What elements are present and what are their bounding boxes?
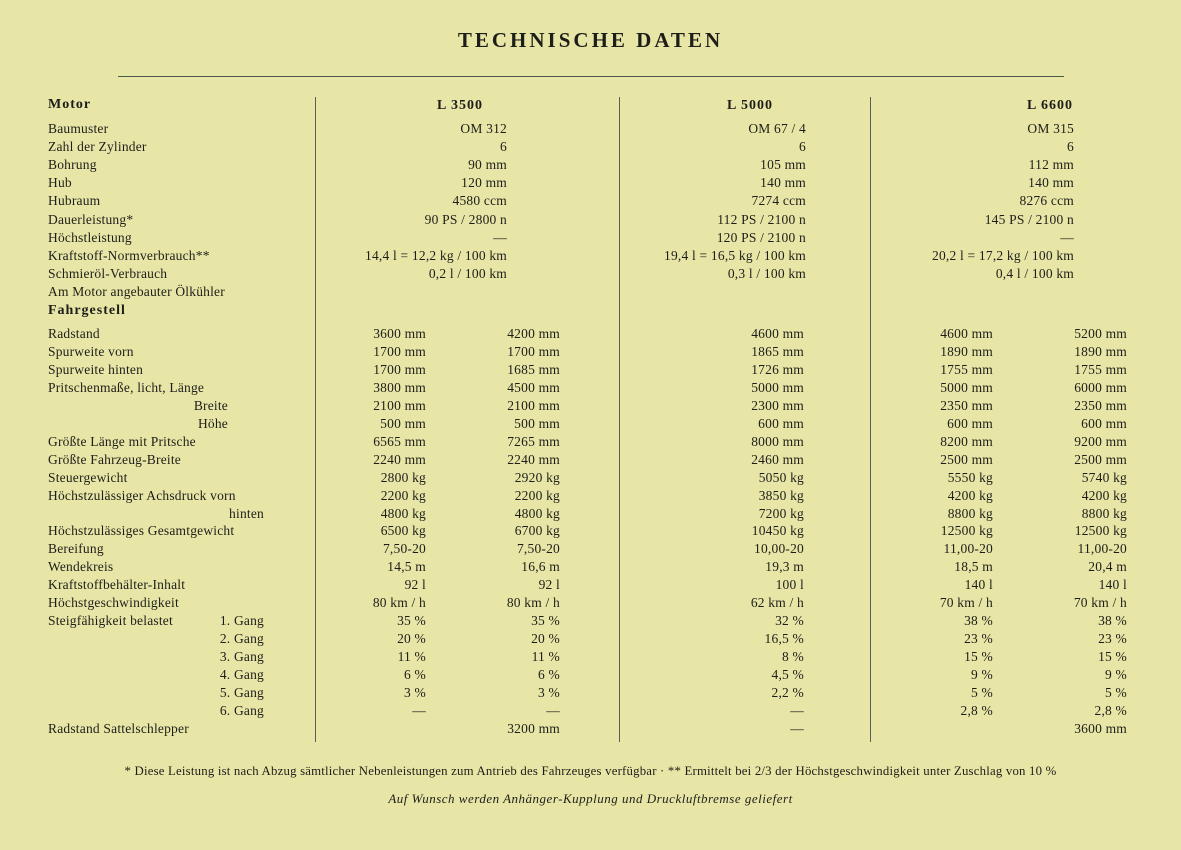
chassis-value-cell: 4600 mm: [940, 326, 993, 341]
chassis-value-cell: 5000 mm: [940, 380, 993, 395]
motor-row-label: Schmieröl-Verbrauch: [48, 266, 168, 281]
chassis-value-cell: 8200 mm: [940, 434, 993, 449]
chassis-value-cell: 4200 kg: [947, 488, 993, 503]
chassis-value-cell: 3600 mm: [373, 326, 426, 341]
chassis-value-cell: 4200 kg: [1081, 488, 1127, 503]
chassis-value-cell: 23 %: [964, 631, 993, 646]
chassis-row-label: hinten: [229, 506, 264, 521]
chassis-row-label: Steuergewicht: [48, 470, 128, 485]
motor-value-cell: —: [493, 230, 507, 245]
chassis-value-cell: 6565 mm: [373, 434, 426, 449]
chassis-value-cell: 35 %: [397, 613, 426, 628]
chassis-value-cell: 9 %: [971, 667, 993, 682]
model-header-l6600: L 6600: [1026, 98, 1074, 113]
chassis-value-cell: 500 mm: [514, 416, 560, 431]
motor-row-label: Baumuster: [48, 121, 109, 136]
title-rule: [118, 76, 1064, 77]
motor-value-cell: 4580 ccm: [452, 193, 507, 208]
chassis-value-cell: 8800 kg: [1081, 506, 1127, 521]
chassis-value-cell: 5740 kg: [1081, 470, 1127, 485]
chassis-value-cell: 6000 mm: [1074, 380, 1127, 395]
chassis-row-label: Kraftstoffbehälter-Inhalt: [48, 577, 186, 592]
chassis-value-cell: 19,3 m: [765, 559, 804, 574]
chassis-value-cell: 5200 mm: [1074, 326, 1127, 341]
chassis-value-cell: 20 %: [397, 631, 426, 646]
chassis-value-cell: 11 %: [531, 649, 560, 664]
chassis-value-cell: 2240 mm: [373, 452, 426, 467]
chassis-value-cell: 2500 mm: [940, 452, 993, 467]
motor-row-label: Bohrung: [48, 157, 97, 172]
chassis-value-cell: 12500 kg: [1074, 523, 1127, 538]
chassis-value-cell: 5050 kg: [758, 470, 804, 485]
chassis-value-cell: 1700 mm: [507, 344, 560, 359]
chassis-value-cell: 2350 mm: [1074, 398, 1127, 413]
motor-value-cell: OM 312: [460, 121, 507, 136]
chassis-value-cell: 16,5 %: [764, 631, 804, 646]
chassis-value-cell: 23 %: [1098, 631, 1127, 646]
chassis-value-cell: 1726 mm: [751, 362, 804, 377]
chassis-value-cell: 5 %: [1105, 685, 1127, 700]
motor-value-cell: 105 mm: [760, 157, 806, 172]
chassis-value-cell: 3 %: [538, 685, 560, 700]
motor-value-cell: 20,2 l = 17,2 kg / 100 km: [932, 248, 1074, 263]
motor-value-cell: 120 PS / 2100 n: [716, 230, 806, 245]
chassis-row-label: Radstand Sattelschlepper: [48, 721, 189, 736]
chassis-value-cell: 15 %: [1098, 649, 1127, 664]
chassis-value-cell: —: [790, 721, 804, 736]
chassis-value-cell: 140 l: [964, 577, 993, 592]
chassis-value-cell: 38 %: [1098, 613, 1127, 628]
motor-row-label: Am Motor angebauter Ölkühler: [48, 284, 225, 299]
chassis-value-cell: 9 %: [1105, 667, 1127, 682]
chassis-value-cell: 7,50-20: [516, 541, 560, 556]
chassis-row-label: Bereifung: [48, 541, 104, 556]
chassis-value-cell: 3200 mm: [507, 721, 560, 736]
chassis-value-cell: 140 l: [1098, 577, 1127, 592]
chassis-row-label: Wendekreis: [48, 559, 114, 574]
chassis-value-cell: 11,00-20: [1077, 541, 1127, 556]
motor-value-cell: 112 mm: [1028, 157, 1074, 172]
chassis-value-cell: 4800 kg: [380, 506, 426, 521]
motor-value-cell: 0,2 l / 100 km: [428, 266, 507, 281]
chassis-value-cell: 2350 mm: [940, 398, 993, 413]
chassis-value-cell: 18,5 m: [954, 559, 993, 574]
chassis-value-cell: 7265 mm: [507, 434, 560, 449]
chassis-value-cell: 500 mm: [380, 416, 426, 431]
page-title: TECHNISCHE DATEN: [457, 28, 724, 52]
chassis-value-cell: 70 km / h: [1073, 595, 1127, 610]
chassis-value-cell: 7,50-20: [382, 541, 426, 556]
chassis-row-label: Größte Fahrzeug-Breite: [48, 452, 181, 467]
chassis-value-cell: 2200 kg: [380, 488, 426, 503]
chassis-row-label: Spurweite vorn: [48, 344, 134, 359]
chassis-value-cell: 4500 mm: [507, 380, 560, 395]
chassis-value-cell: 8800 kg: [947, 506, 993, 521]
motor-value-cell: 14,4 l = 12,2 kg / 100 km: [365, 248, 507, 263]
chassis-value-cell: 1700 mm: [373, 344, 426, 359]
chassis-value-cell: 600 mm: [1081, 416, 1127, 431]
motor-value-cell: 140 mm: [760, 175, 806, 190]
chassis-value-cell: 4600 mm: [751, 326, 804, 341]
motor-row-label: Hubraum: [48, 193, 101, 208]
chassis-value-cell: 80 km / h: [372, 595, 426, 610]
motor-value-cell: 7274 ccm: [751, 193, 806, 208]
motor-value-cell: 0,3 l / 100 km: [727, 266, 806, 281]
section-heading-motor: Motor: [48, 97, 92, 112]
chassis-value-cell: 20 %: [531, 631, 560, 646]
chassis-value-cell: 2920 kg: [514, 470, 560, 485]
motor-row-label: Höchstleistung: [48, 230, 132, 245]
motor-value-cell: OM 315: [1027, 121, 1074, 136]
chassis-value-cell: 600 mm: [758, 416, 804, 431]
chassis-value-cell: 7200 kg: [758, 506, 804, 521]
gear-label: 2. Gang: [219, 631, 264, 646]
chassis-value-cell: 2460 mm: [751, 452, 804, 467]
chassis-value-cell: 12500 kg: [940, 523, 993, 538]
chassis-value-cell: 62 km / h: [750, 595, 804, 610]
chassis-value-cell: 16,6 m: [521, 559, 560, 574]
chassis-value-cell: 92 l: [404, 577, 426, 592]
model-header-l5000: L 5000: [726, 98, 774, 113]
chassis-value-cell: 10450 kg: [751, 523, 804, 538]
chassis-row-label: Pritschenmaße, licht, Länge: [48, 380, 205, 395]
chassis-value-cell: 2800 kg: [380, 470, 426, 485]
chassis-value-cell: 3600 mm: [1074, 721, 1127, 736]
chassis-value-cell: 2500 mm: [1074, 452, 1127, 467]
chassis-value-cell: 2240 mm: [507, 452, 560, 467]
motor-value-cell: 19,4 l = 16,5 kg / 100 km: [664, 248, 806, 263]
chassis-row-label: Größte Länge mit Pritsche: [48, 434, 196, 449]
chassis-value-cell: 10,00-20: [754, 541, 804, 556]
chassis-value-cell: 1890 mm: [940, 344, 993, 359]
chassis-value-cell: 4,5 %: [771, 667, 804, 682]
motor-row-label: Kraftstoff-Normverbrauch**: [48, 248, 210, 263]
chassis-value-cell: 1890 mm: [1074, 344, 1127, 359]
motor-value-cell: 140 mm: [1028, 175, 1074, 190]
gear-label: 6. Gang: [219, 703, 264, 718]
chassis-row-label: Radstand: [48, 326, 100, 341]
chassis-value-cell: 5 %: [971, 685, 993, 700]
gear-label: 4. Gang: [219, 667, 264, 682]
chassis-value-cell: —: [412, 703, 426, 718]
chassis-value-cell: 32 %: [775, 613, 804, 628]
motor-value-cell: 112 PS / 2100 n: [717, 212, 806, 227]
chassis-row-label: Höchstgeschwindigkeit: [48, 595, 179, 610]
motor-value-cell: 90 mm: [468, 157, 507, 172]
chassis-value-cell: 2200 kg: [514, 488, 560, 503]
chassis-value-cell: 2,8 %: [1094, 703, 1127, 718]
chassis-value-cell: 1755 mm: [940, 362, 993, 377]
chassis-row-label: Höchstzulässiger Achsdruck vorn: [48, 488, 236, 503]
optional-equipment-note: Auf Wunsch werden Anhänger-Kupplung und Druckluftbremse geliefert: [388, 791, 793, 806]
chassis-value-cell: 100 l: [775, 577, 804, 592]
chassis-value-cell: 6500 kg: [380, 523, 426, 538]
chassis-value-cell: 11 %: [397, 649, 426, 664]
gear-label: 5. Gang: [219, 685, 264, 700]
chassis-value-cell: 1865 mm: [751, 344, 804, 359]
chassis-value-cell: 4200 mm: [507, 326, 560, 341]
chassis-value-cell: 14,5 m: [387, 559, 426, 574]
chassis-value-cell: 2100 mm: [373, 398, 426, 413]
motor-value-cell: 6: [500, 139, 507, 154]
chassis-value-cell: 80 km / h: [506, 595, 560, 610]
chassis-value-cell: 8 %: [782, 649, 804, 664]
motor-row-label: Hub: [48, 175, 72, 190]
chassis-row-label: Steigfähigkeit belastet: [48, 613, 173, 628]
chassis-value-cell: —: [546, 703, 560, 718]
chassis-row-label: Breite: [193, 398, 228, 413]
chassis-value-cell: 3800 mm: [373, 380, 426, 395]
motor-value-cell: 120 mm: [461, 175, 507, 190]
chassis-value-cell: 1700 mm: [373, 362, 426, 377]
chassis-row-label: Spurweite hinten: [48, 362, 144, 377]
chassis-value-cell: 5000 mm: [751, 380, 804, 395]
motor-row-label: Dauerleistung*: [48, 212, 134, 227]
chassis-value-cell: 11,00-20: [943, 541, 993, 556]
chassis-value-cell: 6 %: [404, 667, 426, 682]
chassis-value-cell: 20,4 m: [1088, 559, 1127, 574]
chassis-value-cell: 1685 mm: [507, 362, 560, 377]
chassis-row-label: Höchstzulässiges Gesamtgewicht: [48, 523, 235, 538]
chassis-value-cell: 1755 mm: [1074, 362, 1127, 377]
chassis-value-cell: 3 %: [404, 685, 426, 700]
chassis-value-cell: 6 %: [538, 667, 560, 682]
model-header-l3500: L 3500: [436, 98, 484, 113]
motor-value-cell: 8276 ccm: [1019, 193, 1074, 208]
chassis-value-cell: 4800 kg: [514, 506, 560, 521]
chassis-value-cell: 2,8 %: [960, 703, 993, 718]
chassis-value-cell: 3850 kg: [758, 488, 804, 503]
gear-label: 1. Gang: [219, 613, 264, 628]
chassis-value-cell: 9200 mm: [1074, 434, 1127, 449]
motor-value-cell: 6: [1067, 139, 1074, 154]
motor-value-cell: —: [1060, 230, 1074, 245]
gear-label: 3. Gang: [219, 649, 264, 664]
motor-value-cell: OM 67 / 4: [748, 121, 806, 136]
section-heading-fahrgestell: Fahrgestell: [48, 303, 126, 318]
chassis-value-cell: 5550 kg: [947, 470, 993, 485]
footnote: * Diese Leistung ist nach Abzug sämtlicher Nebenleistungen zum Antrieb des Fahrzeuges verfügbar · ** Ermittelt bei 2/3 der Höchstgeschwindigkeit unter Zuschlag von 10 %: [124, 764, 1057, 778]
chassis-value-cell: —: [790, 703, 804, 718]
chassis-value-cell: 8000 mm: [751, 434, 804, 449]
motor-value-cell: 90 PS / 2800 n: [424, 212, 507, 227]
chassis-value-cell: 600 mm: [947, 416, 993, 431]
chassis-value-cell: 2300 mm: [751, 398, 804, 413]
chassis-value-cell: 15 %: [964, 649, 993, 664]
motor-value-cell: 0,4 l / 100 km: [995, 266, 1074, 281]
chassis-value-cell: 38 %: [964, 613, 993, 628]
chassis-value-cell: 2,2 %: [771, 685, 804, 700]
chassis-value-cell: 6700 kg: [514, 523, 560, 538]
motor-value-cell: 145 PS / 2100 n: [984, 212, 1074, 227]
chassis-value-cell: 2100 mm: [507, 398, 560, 413]
chassis-value-cell: 35 %: [531, 613, 560, 628]
chassis-row-label: Höhe: [197, 416, 228, 431]
motor-value-cell: 6: [799, 139, 806, 154]
motor-row-label: Zahl der Zylinder: [48, 139, 147, 154]
chassis-value-cell: 70 km / h: [939, 595, 993, 610]
chassis-value-cell: 92 l: [538, 577, 560, 592]
